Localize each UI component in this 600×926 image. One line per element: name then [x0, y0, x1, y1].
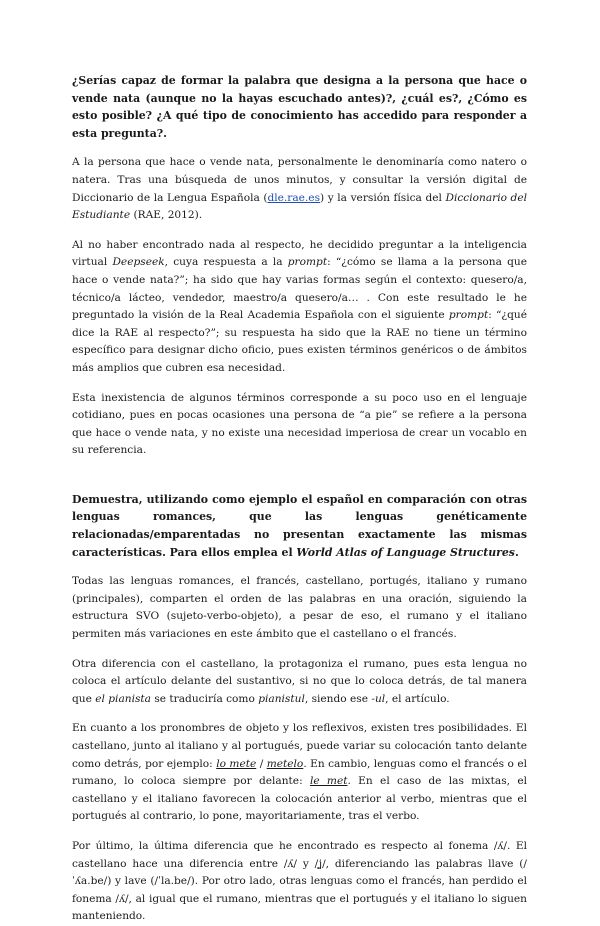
- text-run: A la persona que hace o vende nata, personalmente le denominaría como natero o natera. Tras una búsqueda de unos minutos, y consultar la versión digital de Diccionario de la Lengua Española (: [72, 156, 527, 204]
- answer-2-paragraph-4: Por último, la última diferencia que he encontrado es respecto al fonema /ʎ/. El castellano hace una diferencia entre /ʎ/ y /ʝ/, diferenciando las palabras llave (/ˈʎa.be/) y lave (/ˈla.be/). Por otro lado, otras lenguas como el francés, han perdido el fonema /ʎ/, al igual que el rumano, mientras que el portugués y el italiano lo siguen manteniendo.: [72, 839, 527, 923]
- answer-2-paragraph-1: Todas las lenguas romances, el francés, castellano, portugés, italiano y rumano (principales), comparten el orden de las palabras en una oración, siguiendo la estructura SVO (sujeto-verbo-objeto), a pesar de eso, el rumano y el italiano permiten más variaciones en este ámbito que el castellano o el francés.: [72, 575, 527, 641]
- prompt-term: prompt: [448, 309, 489, 322]
- example-term: metelo: [266, 757, 304, 770]
- text-run: .: [514, 545, 519, 559]
- text-run: Al no haber encontrado nada al respecto, he decidido preguntar a la inteligencia virtual: [72, 238, 527, 269]
- answer-2-paragraph-3: [72, 720, 527, 826]
- ai-name: Deepseek: [112, 256, 165, 269]
- answer-1-paragraph-3: Esta inexistencia de algunos términos corresponde a su poco uso en el lenguaje cotidiano, pues en pocas ocasiones una persona de “a pie” se refiere a la persona que hace o vende nata, y no existe una necesidad imperiosa de crear un vocablo en su referencia.: [72, 391, 527, 457]
- prompt-term: prompt: [287, 256, 328, 269]
- example-term: -ul: [371, 692, 386, 705]
- text-run: . En el caso de las mixtas, el castellano y el italiano favorecen la colocación anterior al verbo, mientras que el portugués al contrario, lo pone, mayoritariamente, tras el verbo.: [72, 775, 527, 823]
- text-run: . En cambio, lenguas como el francés o el rumano, lo coloca siempre por delante:: [72, 757, 527, 788]
- example-term: lo mete: [216, 757, 257, 770]
- text-run: Demuestra, utilizando como ejemplo el español en comparación con otras lenguas romances, que las lenguas genéticamente relacionadas/emparentadas no presentan exactamente las mismas características. Para ellos emplea el: [72, 492, 527, 559]
- text-run: se traduciría como: [150, 692, 259, 705]
- text-run: (RAE, 2012).: [130, 209, 203, 222]
- text-run: , el artículo.: [385, 692, 450, 705]
- text-run: , siendo ese: [304, 692, 372, 705]
- example-term: pianistul: [258, 692, 305, 705]
- question-2: [72, 491, 527, 561]
- text-run: Otra diferencia con el castellano, la protagoniza el rumano, pues esta lengua no coloca el artículo delante del sustantivo, si no que lo coloca detrás, de tal manera que: [72, 657, 527, 705]
- answer-2-paragraph-2: [72, 656, 527, 709]
- text-run: , cuya respuesta a la: [164, 256, 288, 269]
- example-term: el pianista: [95, 692, 151, 705]
- atlas-title: World Atlas of Language Structures: [296, 545, 515, 559]
- dle-rae-link[interactable]: dle.rae.es: [267, 191, 321, 204]
- answer-1-paragraph-1: [72, 154, 527, 224]
- example-term: le met: [309, 775, 348, 788]
- text-run: : “¿qué dice la RAE al respecto?”; su respuesta ha sido que la RAE no tiene un término específico para designar dicho oficio, pues existen términos genéricos o de ámbitos más amplios que cubren esa necesidad.: [72, 309, 527, 374]
- text-run: En cuanto a los pronombres de objeto y los reflexivos, existen tres posibilidades. El castellano, junto al italiano y al portugués, puede variar su colocación tanto delante como detrás, por ejemplo:: [72, 722, 527, 770]
- text-run: /: [256, 757, 267, 770]
- text-run: : “¿cómo se llama a la persona que hace o vende nata?”; ha sido que hay varias formas según el contexto: quesero/a, técnico/a lácteo, vendedor, maestro/a quesero/a… . Con este resultado le he preguntado la visión de la Real Academia Española con el siguiente: [72, 256, 528, 322]
- text-run: ) y la versión física del: [320, 191, 446, 204]
- document-body: [72, 72, 527, 926]
- question-1: ¿Serías capaz de formar la palabra que designa a la persona que hace o vende nata (aunque no la hayas escuchado antes)?, ¿cuál es?, ¿Cómo es esto posible? ¿A qué tipo de conocimiento has accedido para responder a esta pregunta?.: [72, 74, 527, 140]
- answer-1-paragraph-2: [72, 237, 527, 378]
- book-title: Diccionario del Estudiante: [72, 191, 527, 222]
